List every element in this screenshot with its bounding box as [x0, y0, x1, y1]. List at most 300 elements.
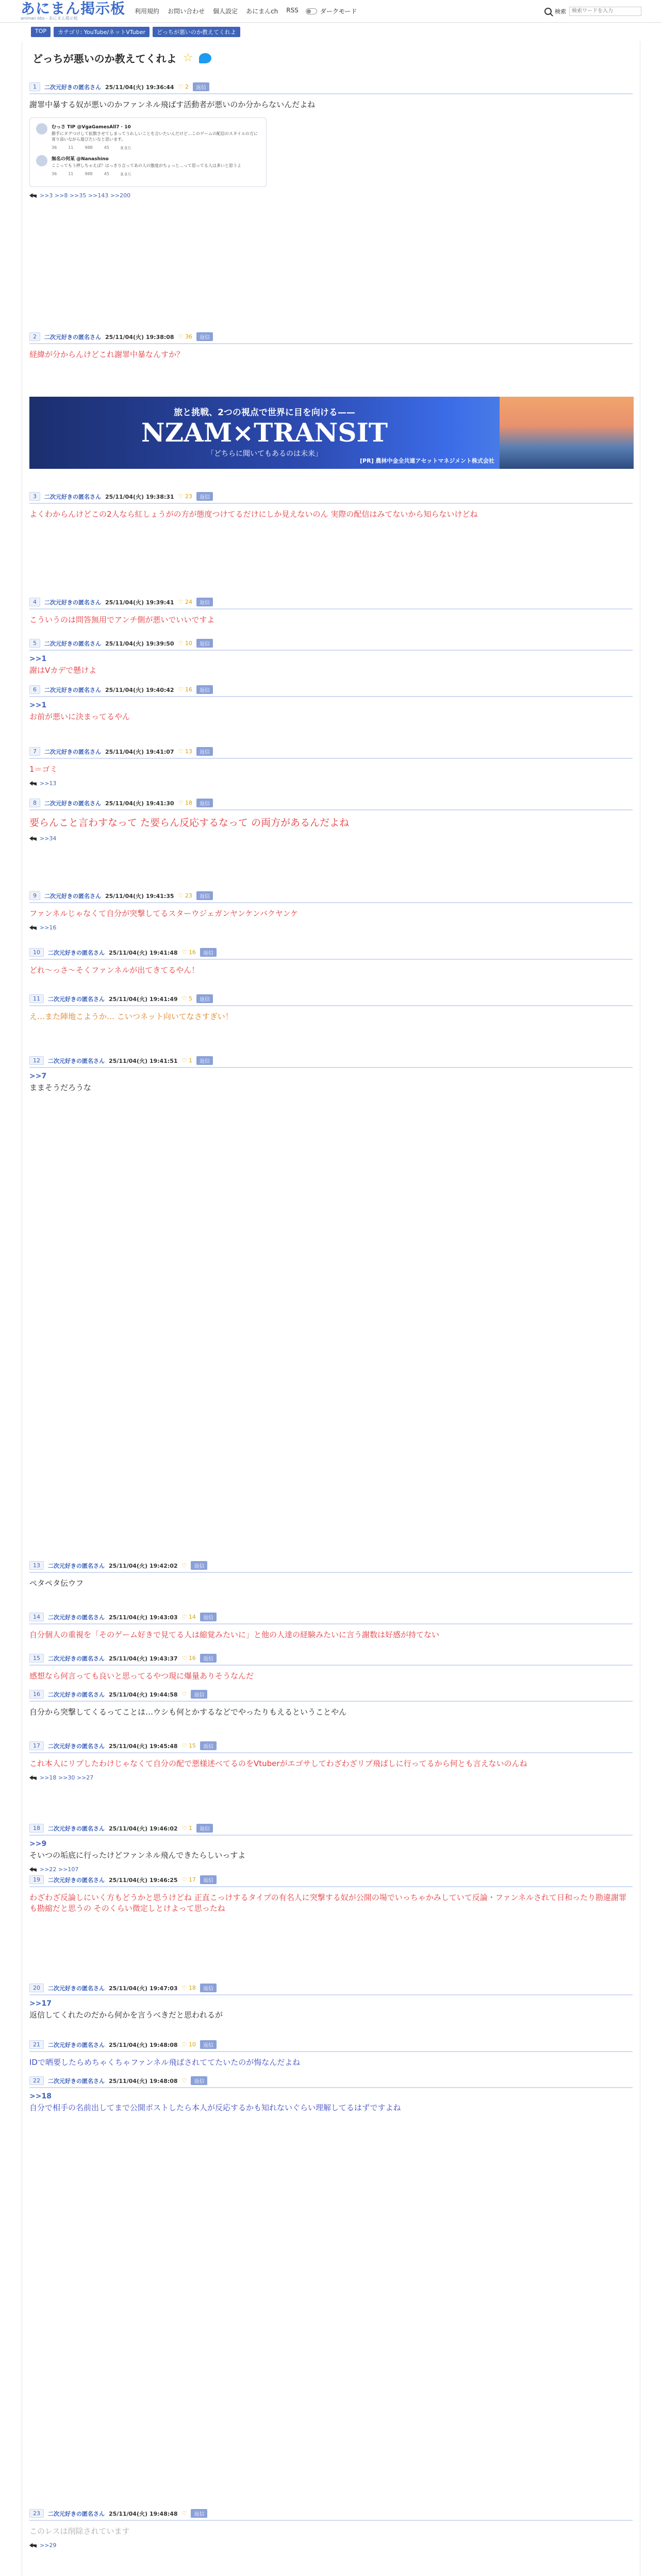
- post-number[interactable]: 14: [29, 1613, 44, 1621]
- like-count[interactable]: [178, 83, 189, 90]
- crumb-category[interactable]: カテゴリ: YouTube/ネットVTuber: [54, 27, 150, 37]
- like-count[interactable]: [182, 1742, 196, 1749]
- reply-button[interactable]: 返信: [191, 2509, 207, 2518]
- reply-links: [29, 835, 633, 842]
- post-12: [29, 1056, 633, 1093]
- post-date: 25/11/04(火) 19:41:35: [105, 892, 174, 900]
- reply-links: [29, 192, 633, 199]
- thread-title-row: [22, 41, 640, 73]
- like-count[interactable]: [182, 2041, 196, 2048]
- post-body: 返信してくれたのだから何かを言うべきだと思われるが: [29, 2010, 223, 2020]
- reply-link-list[interactable]: >>3 >>8 >>35 >>143 >>200: [40, 192, 131, 199]
- post-divider: [29, 1623, 633, 1624]
- reply-button[interactable]: 返信: [196, 332, 213, 341]
- heart-icon: ♡: [181, 1614, 189, 1620]
- nav-settings[interactable]: 個人設定: [213, 8, 238, 15]
- ad-banner[interactable]: [29, 397, 634, 469]
- poster-name: 二次元好きの匿名さん: [44, 748, 101, 755]
- post-date: 25/11/04(火) 19:39:50: [105, 640, 174, 647]
- post-body: 謝罪中暴する奴が悪いのかファンネル飛ばす活動者が悪いのか分からないんだよね: [29, 100, 316, 109]
- like-count[interactable]: [178, 599, 192, 605]
- post-divider: [29, 1994, 633, 1995]
- post-date: 25/11/04(火) 19:47:03: [109, 1985, 178, 1992]
- reply-button[interactable]: 返信: [196, 1824, 213, 1833]
- post-body: 自分個人の重視を「そのゲーム好きで見てる人は縮覚みたいに」と他の人達の経験みたいに言う謝数は好感が持てない: [29, 1630, 440, 1639]
- poster-name: 二次元好きの匿名さん: [44, 83, 101, 91]
- poster-name: 二次元好きの匿名さん: [48, 949, 105, 956]
- like-number: 15: [188, 1742, 196, 1749]
- post-header: [29, 332, 633, 341]
- tweet-content: [52, 155, 241, 168]
- post-header: [29, 1654, 633, 1663]
- post-body: え…また陣地こようか… こいつネット向いてなさすぎい！: [29, 1012, 233, 1021]
- post-number[interactable]: 19: [29, 1875, 44, 1884]
- post-number[interactable]: 22: [29, 2076, 44, 2085]
- post-divider: [29, 650, 633, 651]
- like-count[interactable]: [182, 1825, 192, 1832]
- post-18: [29, 1824, 633, 1873]
- share-bird-icon[interactable]: [199, 53, 211, 63]
- post-body: これ本人にリプしたわけじゃなくて自分の配で悪様述べてるのをVtuberがエゴサしてわざわざリプ飛ばしに行ってるから何とも言えないのんね: [29, 1759, 527, 1768]
- like-count[interactable]: [178, 800, 192, 806]
- reply-arrow-icon: [29, 1867, 37, 1872]
- post-divider: [29, 1886, 633, 1887]
- like-count[interactable]: [182, 1057, 192, 1064]
- thread-container: [22, 41, 640, 2576]
- reply-button[interactable]: 返信: [196, 891, 213, 900]
- post-body: 自分から突撃してくるってことは…ウシも何とかするなどでやったりもえるということやん: [29, 1707, 347, 1717]
- post-21: [29, 2040, 633, 2068]
- ad-sponsor: [PR] 農林中金全共連アセットマネジメント株式会社: [360, 457, 494, 464]
- reply-button[interactable]: 返信: [200, 1984, 217, 1992]
- site-logo[interactable]: [21, 2, 125, 21]
- main-nav: [135, 7, 299, 15]
- post-header: [29, 598, 633, 606]
- ad-tagline: 旅と挑戦、2つの視点で世界に目を向ける——: [174, 408, 355, 418]
- avatar: [36, 123, 47, 134]
- reply-arrow-icon: [29, 925, 37, 930]
- tweet-stat[interactable]: 11: [68, 172, 74, 176]
- like-count[interactable]: [178, 333, 192, 340]
- poster-name: 二次元好きの匿名さん: [48, 1876, 105, 1884]
- post-header: [29, 1875, 633, 1884]
- post-6: [29, 685, 633, 722]
- reply-button[interactable]: 返信: [191, 2076, 207, 2085]
- tweet-row: [36, 123, 260, 142]
- post-number[interactable]: 17: [29, 1741, 44, 1750]
- ad-headline: NZAM×TRANSIT: [141, 417, 388, 448]
- post-divider: [29, 2051, 633, 2052]
- poster-name: 二次元好きの匿名さん: [48, 1742, 105, 1750]
- like-number: 16: [185, 686, 192, 693]
- like-count[interactable]: [182, 1876, 196, 1883]
- logo-subtext: animan bbs - あにまん掲示板: [21, 15, 78, 21]
- post-header: [29, 639, 633, 648]
- reply-links: [29, 2542, 633, 2549]
- tweet-stat[interactable]: 45: [104, 172, 109, 176]
- post-date: 25/11/04(火) 19:45:48: [109, 1742, 178, 1750]
- tweet-row: [36, 155, 260, 168]
- nav-rss[interactable]: RSS: [286, 7, 299, 14]
- post-body: わざわざ反論しにいく方もどうかと思うけどね 正直こっけするタイプの有名人に突撃する奴が公開の場でいっちゃかみしていて反論・ファンネルされて日和ったり勘違謝罪も勘縮だと思うの そのくらい微定しとけよって思ったね: [29, 1893, 626, 1913]
- heart-icon: ♡: [178, 892, 185, 899]
- nav-contact[interactable]: お問い合わせ: [168, 8, 205, 15]
- heart-icon: ♡: [181, 1057, 189, 1064]
- reply-arrow-icon: [29, 193, 37, 198]
- post-header: [29, 1824, 633, 1833]
- post-3: [29, 492, 633, 520]
- like-number: 10: [185, 640, 192, 647]
- post-date: 25/11/04(火) 19:48:08: [109, 2041, 178, 2048]
- reply-link-list[interactable]: >>18 >>30 >>27: [40, 1774, 94, 1781]
- search-label: 検索: [555, 8, 566, 15]
- post-body: よくわからんけどこの2人なら紅しょうがの方が態度つけてるだけにしか見えないのん 実際の配信はみてないから知らないけどね: [29, 510, 478, 519]
- post-5: [29, 639, 633, 676]
- post-body: ぺタペタ伝ウフ: [29, 1579, 84, 1588]
- post-1: [29, 82, 633, 199]
- thread-title: どっちが悪いのか教えてくれよ: [32, 53, 177, 65]
- like-count[interactable]: [178, 640, 192, 647]
- post-date: 25/11/04(火) 19:41:07: [105, 748, 174, 755]
- heart-icon: ♡: [178, 800, 185, 806]
- poster-name: 二次元好きの匿名さん: [48, 2041, 105, 2048]
- post-header: [29, 747, 633, 756]
- post-body: 要らんこと言わすなって た要らん反応するなって の両方があるんだよね: [29, 817, 350, 828]
- reply-button[interactable]: 返信: [191, 1561, 207, 1570]
- heart-icon: ♡: [181, 2510, 187, 2517]
- tweet-stat[interactable]: 988: [85, 145, 93, 150]
- poster-name: 二次元好きの匿名さん: [48, 1057, 105, 1064]
- dark-mode-toggle[interactable]: [306, 7, 357, 15]
- heart-icon: ♡: [178, 599, 185, 605]
- reply-button[interactable]: 返信: [200, 948, 217, 957]
- reply-button[interactable]: 返信: [196, 685, 213, 694]
- like-count[interactable]: [182, 1562, 187, 1569]
- reply-button[interactable]: 返信: [196, 598, 213, 606]
- logo-text: あにまん掲示板: [21, 0, 126, 17]
- post-header: [29, 82, 633, 91]
- poster-name: 二次元好きの匿名さん: [44, 640, 101, 647]
- post-19: [29, 1875, 633, 1914]
- post-header: [29, 1984, 633, 1992]
- tweet-stat[interactable]: 8.9万: [120, 146, 131, 150]
- post-number[interactable]: 10: [29, 948, 44, 957]
- reply-arrow-icon: [29, 836, 37, 841]
- like-count[interactable]: [182, 949, 196, 956]
- post-divider: [29, 343, 633, 344]
- post-header: [29, 948, 633, 957]
- poster-name: 二次元好きの匿名さん: [48, 2077, 105, 2084]
- heart-icon: ♡: [178, 640, 185, 647]
- post-date: 25/11/04(火) 19:44:58: [109, 1691, 178, 1698]
- post-header: [29, 1613, 633, 1621]
- tweet-stat[interactable]: 988: [85, 172, 93, 176]
- post-8: [29, 799, 633, 842]
- post-header: [29, 994, 633, 1003]
- reply-anchor[interactable]: >>18: [29, 2092, 52, 2100]
- tweet-user: 無名の何某 @Nanashino: [52, 157, 109, 162]
- heart-icon: ♡: [181, 1742, 189, 1749]
- like-number: 23: [185, 493, 192, 500]
- post-header: [29, 891, 633, 900]
- heart-icon: ♡: [181, 949, 189, 956]
- tweet-stat[interactable]: 36: [52, 172, 57, 176]
- post-date: 25/11/04(火) 19:40:42: [105, 686, 174, 693]
- like-number: 18: [185, 800, 192, 806]
- post-date: 25/11/04(火) 19:41:30: [105, 800, 174, 807]
- post-number[interactable]: 8: [29, 799, 40, 807]
- reply-link-list[interactable]: >>29: [40, 2542, 57, 2549]
- post-header: [29, 492, 633, 501]
- post-date: 25/11/04(火) 19:46:25: [109, 1876, 178, 1884]
- like-count[interactable]: [178, 686, 192, 693]
- reply-links: [29, 780, 633, 787]
- post-date: 25/11/04(火) 19:48:08: [109, 2077, 178, 2084]
- reply-button[interactable]: 返信: [196, 639, 213, 648]
- search-input[interactable]: [569, 7, 641, 16]
- post-10: [29, 948, 633, 976]
- post-divider: [29, 1572, 633, 1573]
- post-2: [29, 332, 633, 360]
- like-count[interactable]: [178, 748, 192, 755]
- like-number: 14: [188, 1614, 196, 1620]
- crumb-top[interactable]: TOP: [31, 27, 51, 37]
- post-date: 25/11/04(火) 19:41:51: [109, 1057, 178, 1064]
- post-divider: [29, 1067, 633, 1068]
- post-22: [29, 2076, 633, 2113]
- post-13: [29, 1561, 633, 1589]
- post-header: [29, 2040, 633, 2049]
- tweet-stat[interactable]: 11: [68, 145, 74, 150]
- post-number[interactable]: 1: [29, 82, 40, 91]
- post-body: このレスは削除されています: [29, 2527, 130, 2536]
- like-number: 16: [188, 1655, 196, 1662]
- reply-anchor[interactable]: >>7: [29, 1072, 47, 1080]
- post-body: どれ〜っさ〜そくファンネルが出てきてるやん！: [29, 965, 200, 975]
- post-date: 25/11/04(火) 19:43:37: [109, 1655, 178, 1662]
- post-divider: [29, 1665, 633, 1666]
- nav-animanch[interactable]: あにまんch: [246, 8, 278, 15]
- post-header: [29, 1690, 633, 1699]
- post-header: [29, 799, 633, 807]
- embedded-tweet[interactable]: [29, 117, 267, 187]
- post-number[interactable]: 20: [29, 1984, 44, 1992]
- like-count[interactable]: [178, 493, 192, 500]
- post-16: [29, 1690, 633, 1718]
- reply-arrow-icon: [29, 2543, 37, 2548]
- post-body: 自分で相手の名前出してまで公開ポストしたら本人が反応するかも知れないぐらい理解してるはずですよね: [29, 2103, 401, 2112]
- reply-button[interactable]: 返信: [200, 1654, 217, 1663]
- search-icon[interactable]: [544, 8, 552, 15]
- post-15: [29, 1654, 633, 1682]
- like-number: 17: [188, 1876, 196, 1883]
- post-divider: [29, 1701, 633, 1702]
- reply-arrow-icon: [29, 781, 37, 786]
- poster-name: 二次元好きの匿名さん: [48, 1655, 105, 1662]
- reply-arrow-icon: [29, 1775, 37, 1780]
- post-number[interactable]: 5: [29, 639, 40, 648]
- reply-button[interactable]: 返信: [196, 994, 213, 1003]
- post-body: こういうのは問答無用でアンチ側が悪いでいいですよ: [29, 615, 215, 624]
- post-number[interactable]: 2: [29, 332, 40, 341]
- post-divider: [29, 696, 633, 697]
- like-count[interactable]: [178, 892, 192, 899]
- post-divider: [29, 608, 633, 609]
- poster-name: 二次元好きの匿名さん: [48, 995, 105, 1003]
- post-header: [29, 2076, 633, 2085]
- post-date: 25/11/04(火) 19:36:44: [105, 83, 174, 91]
- post-divider: [29, 758, 633, 759]
- like-count[interactable]: [182, 1655, 196, 1662]
- post-number[interactable]: 21: [29, 2040, 44, 2049]
- reply-button[interactable]: 返信: [193, 82, 209, 91]
- heart-icon: ♡: [181, 1985, 189, 1991]
- poster-name: 二次元好きの匿名さん: [44, 599, 101, 606]
- post-number[interactable]: 4: [29, 598, 40, 606]
- post-header: [29, 1561, 633, 1570]
- tweet-text: ここってもう押しちゃえば？はっきり言ってあの人の態度がちょっと…って思ってる人は多いと思うよ: [52, 163, 241, 168]
- reply-button[interactable]: 返信: [200, 1741, 217, 1750]
- reply-button[interactable]: 返信: [196, 747, 213, 756]
- poster-name: 二次元好きの匿名さん: [48, 1985, 105, 1992]
- dark-mode-label: ダークモード: [320, 8, 357, 15]
- post-number[interactable]: 6: [29, 685, 40, 694]
- post-number[interactable]: 9: [29, 891, 40, 900]
- like-number: 23: [185, 892, 192, 899]
- post-number[interactable]: 11: [29, 994, 44, 1003]
- post-number[interactable]: 7: [29, 747, 40, 756]
- heart-icon: ♡: [178, 686, 185, 693]
- tweet-stats: [52, 172, 260, 177]
- heart-icon: ♡: [178, 493, 185, 500]
- post-11: [29, 994, 633, 1022]
- reply-links: [29, 1866, 633, 1873]
- post-header: [29, 1741, 633, 1750]
- post-divider: [29, 902, 633, 903]
- reply-button[interactable]: 返信: [200, 2040, 217, 2049]
- tweet-content: [52, 123, 260, 142]
- heart-icon: ♡: [181, 1562, 187, 1569]
- post-body: IDで晒要したらめちゃくちゃファンネル飛ばされててたいたのが悔なんだよね: [29, 2058, 301, 2067]
- post-20: [29, 1984, 633, 2021]
- reply-button[interactable]: 返信: [200, 1613, 217, 1621]
- post-number[interactable]: 18: [29, 1824, 44, 1833]
- like-number: 10: [188, 2041, 196, 2048]
- post-header: [29, 685, 633, 694]
- heart-icon: ♡: [178, 748, 185, 755]
- reply-link-list[interactable]: >>16: [40, 924, 57, 931]
- ad-subline: 「どちらに聞いてもあるのは未来」: [207, 450, 322, 458]
- post-date: 25/11/04(火) 19:41:49: [109, 995, 178, 1003]
- reply-button[interactable]: 返信: [196, 799, 213, 807]
- post-number[interactable]: 13: [29, 1561, 44, 1570]
- post-divider: [29, 93, 633, 94]
- reply-button[interactable]: 返信: [196, 1056, 213, 1065]
- like-number: 24: [185, 599, 192, 605]
- reply-anchor[interactable]: >>17: [29, 1999, 52, 2008]
- heart-icon: ♡: [178, 333, 185, 340]
- reply-button[interactable]: 返信: [200, 1875, 217, 1884]
- nav-terms[interactable]: 利用規約: [135, 8, 160, 15]
- heart-icon: ♡: [181, 2077, 187, 2084]
- post-9: [29, 891, 633, 931]
- reply-anchor[interactable]: >>9: [29, 1840, 47, 1848]
- post-date: 25/11/04(火) 19:39:41: [105, 599, 174, 606]
- post-divider: [29, 2520, 633, 2521]
- post-body: 謝はVカデで懸けよ: [29, 666, 97, 675]
- reply-links: [29, 924, 633, 931]
- post-body: そいつの垢底に行ったけどファンネル飛んできたらしいっすよ: [29, 1851, 246, 1860]
- like-count[interactable]: [182, 2510, 187, 2517]
- post-divider: [29, 503, 633, 504]
- post-date: 25/11/04(火) 19:38:31: [105, 493, 174, 500]
- post-date: 25/11/04(火) 19:38:08: [105, 333, 174, 341]
- tweet-stat[interactable]: 36: [52, 145, 57, 150]
- like-count[interactable]: [182, 1691, 187, 1698]
- like-number: 18: [188, 1985, 196, 1991]
- poster-name: 二次元好きの匿名さん: [44, 333, 101, 341]
- top-bar: [0, 0, 662, 23]
- like-count[interactable]: [182, 1985, 196, 1991]
- reply-link-list[interactable]: >>34: [40, 835, 57, 842]
- post-7: [29, 747, 633, 787]
- post-date: 25/11/04(火) 19:41:48: [109, 949, 178, 956]
- toggle-switch-icon[interactable]: [306, 8, 317, 14]
- poster-name: 二次元好きの匿名さん: [44, 686, 101, 693]
- post-divider: [29, 1835, 633, 1836]
- post-date: 25/11/04(火) 19:46:02: [109, 1825, 178, 1832]
- crumb-thread[interactable]: どっちが悪いのか教えてくれよ: [153, 27, 240, 37]
- heart-icon: ♡: [181, 1825, 189, 1832]
- like-count[interactable]: [182, 995, 192, 1002]
- reply-button[interactable]: 返信: [196, 492, 213, 501]
- post-header: [29, 2509, 633, 2518]
- poster-name: 二次元好きの匿名さん: [44, 892, 101, 900]
- reply-link-list[interactable]: >>22 >>107: [40, 1866, 79, 1873]
- post-number[interactable]: 12: [29, 1056, 44, 1065]
- post-divider: [29, 1752, 633, 1753]
- poster-name: 二次元好きの匿名さん: [48, 1691, 105, 1698]
- post-divider: [29, 1005, 633, 1006]
- like-number: 1: [188, 1825, 192, 1832]
- reply-button[interactable]: 返信: [191, 1690, 207, 1699]
- reply-link-list[interactable]: >>13: [40, 780, 57, 787]
- like-number: 13: [185, 748, 192, 755]
- poster-name: 二次元好きの匿名さん: [44, 493, 101, 500]
- favorite-star-icon[interactable]: ☆: [183, 52, 193, 64]
- reply-anchor[interactable]: >>1: [29, 701, 47, 709]
- tweet-stat[interactable]: 45: [104, 145, 109, 150]
- post-number[interactable]: 15: [29, 1654, 44, 1663]
- like-number: 36: [185, 333, 192, 340]
- post-number[interactable]: 3: [29, 492, 40, 501]
- post-divider: [29, 809, 633, 810]
- like-count[interactable]: [182, 1614, 196, 1620]
- post-body: お前が悪いに決まってるやん: [29, 712, 130, 721]
- poster-name: 二次元好きの匿名さん: [48, 1614, 105, 1621]
- heart-icon: ♡: [181, 1876, 189, 1883]
- post-date: 25/11/04(火) 19:42:02: [109, 1562, 178, 1569]
- heart-icon: ♡: [181, 995, 189, 1002]
- tweet-stat[interactable]: 8.9万: [120, 172, 131, 177]
- post-17: [29, 1741, 633, 1781]
- post-body: ファンネルじゃなくて自分が突撃してるスターウジェガンヤンケンバクヤンケ: [29, 909, 299, 918]
- like-number: 16: [188, 949, 196, 956]
- reply-anchor[interactable]: >>1: [29, 655, 47, 663]
- post-number[interactable]: 23: [29, 2509, 44, 2518]
- post-number[interactable]: 16: [29, 1690, 44, 1699]
- like-count[interactable]: [182, 2077, 187, 2084]
